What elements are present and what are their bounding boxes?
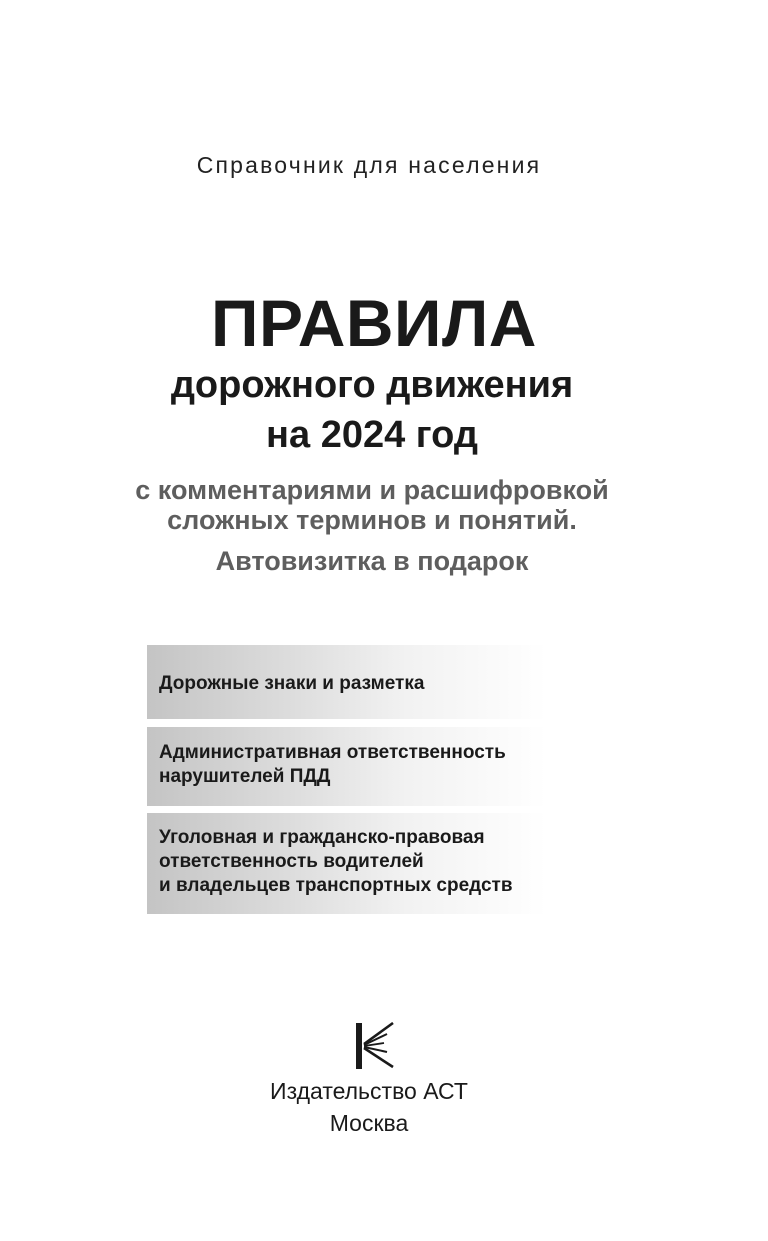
book-title-line-2: на 2024 год (266, 414, 478, 456)
subtitle-line-1: с комментариями и расшифровкой (135, 475, 609, 505)
section-line: Дорожные знаки и разметка (159, 673, 425, 694)
section-line: нарушителей ПДД (159, 766, 331, 787)
section-line: и владельцев транспортных средств (159, 875, 513, 896)
subtitle-line-2: сложных терминов и понятий. (167, 505, 577, 535)
book-title: ПРАВИЛА (211, 286, 537, 360)
section-band-road-signs (147, 645, 547, 719)
section-text (159, 826, 513, 898)
book-title-line-1: дорожного движения (170, 364, 574, 406)
publisher-name: Издательство АСТ (270, 1078, 468, 1104)
section-text (159, 672, 424, 696)
section-line: ответственность водителей (159, 851, 424, 872)
section-text (159, 741, 506, 789)
ast-k-logo-icon (351, 1022, 399, 1070)
section-band-admin-responsibility (147, 727, 547, 806)
publisher-city: Москва (329, 1110, 409, 1136)
section-line: Уголовная и гражданско-правовая (159, 827, 485, 848)
section-line: Административная ответственность (159, 742, 506, 763)
subtitle-line-3: Автовизитка в подарок (215, 546, 529, 576)
series-label: Справочник для населения (196, 152, 542, 178)
section-band-criminal-responsibility (147, 813, 547, 914)
